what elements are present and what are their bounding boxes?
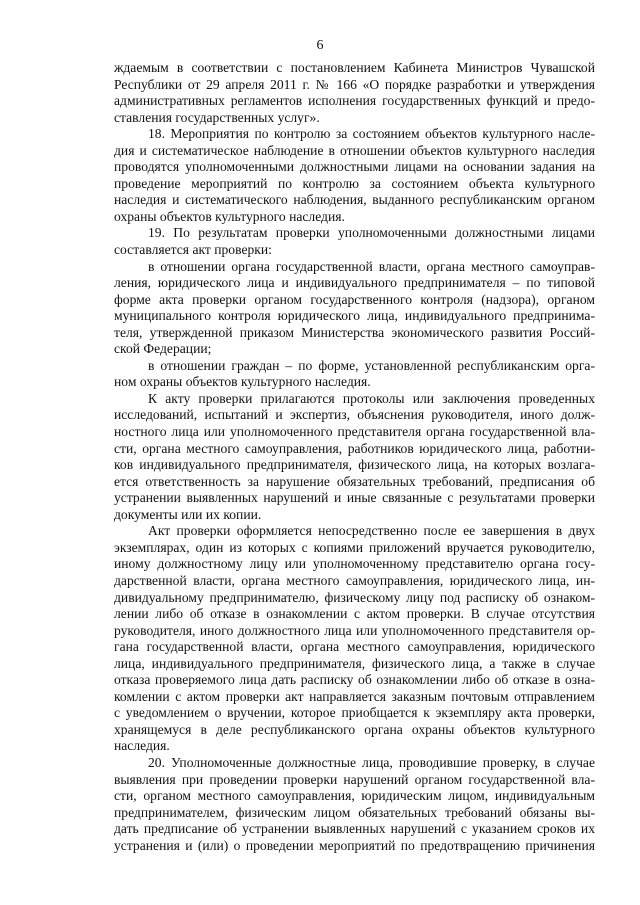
text-line: проводятся уполномоченными должностными лицами на основании задания на xyxy=(114,159,595,175)
text-line: дия и систематическое наблюдение в отношении объектов культурного наследия xyxy=(114,142,595,158)
text-line: комлении с актом проверки акт направляется заказным почтовым отправлением xyxy=(114,688,595,704)
text-line: устранения и (или) о проведении мероприятий по предотвращению причинения xyxy=(114,837,595,853)
text-line: ления, юридического лица и индивидуального предпринимателя – по типовой xyxy=(114,275,595,291)
text-line: ностного лица или уполномоченного представителя органа государственной вла- xyxy=(114,424,595,440)
text-line: дарственной власти, органа местного самоуправления, юридического лица, ин- xyxy=(114,572,595,588)
text-line: дать предписание об устранении выявленных нарушений с указанием сроков их xyxy=(114,821,595,837)
text-line: 20. Уполномоченные должностные лица, проводившие проверку, в случае xyxy=(148,754,595,770)
text-line: составляется акт проверки: xyxy=(114,242,272,258)
text-line: сти, органом местного самоуправления, юридическим лицом, индивидуальным xyxy=(114,788,595,804)
text-line: иному должностному лицу или уполномоченному представителю органа госу- xyxy=(114,556,595,572)
text-line: ется ответственность за нарушение обязательных требований, предписания об xyxy=(114,473,595,489)
text-line: административных регламентов исполнения государственных функций и предо- xyxy=(114,93,595,109)
text-line: ждаемым в соответствии с постановлением Кабинета Министров Чувашской xyxy=(114,60,595,75)
text-line: Республики от 29 апреля 2011 г. № 166 «О порядке разработки и утверждения xyxy=(114,76,595,92)
text-line: дивидуальному предпринимателю, физическому лицу под расписку об ознаком- xyxy=(114,589,595,605)
text-line: наследия и систематического наблюдения, выданного республиканским органом xyxy=(114,192,595,208)
text-line: теля, утвержденной приказом Министерства экономического развития Россий- xyxy=(114,324,595,340)
text-line: с уведомлением о вручении, которое приобщается к экземпляру акта проверки, xyxy=(114,705,595,721)
text-line: выявления при проведении проверки нарушений органом государственной вла- xyxy=(114,771,595,787)
text-line: 19. По результатам проверки уполномоченными должностными лицами xyxy=(148,225,595,241)
text-line: 18. Мероприятия по контролю за состоянием объектов культурного насле- xyxy=(148,126,595,142)
text-line: лении либо об отказе в ознакомлении с актом проверки. В случае отсутствия xyxy=(114,606,595,622)
text-line: сти, органа местного самоуправления, работников юридического лица, работни- xyxy=(114,440,595,456)
text-line: хранящемуся в деле республиканского органа охраны объектов культурного xyxy=(114,721,595,737)
text-line: отказа проверяемого лица дать расписку об ознакомлении либо об отказе в озна- xyxy=(114,672,595,688)
text-line: К акту проверки прилагаются протоколы или заключения проведенных xyxy=(148,390,595,406)
text-line: предпринимателем, физическим лицом обязательных требований обязаны вы- xyxy=(114,804,595,820)
text-line: ном охраны объектов культурного наследия. xyxy=(114,374,371,390)
document-body xyxy=(114,60,595,854)
text-line: исследований, испытаний и экспертиз, объяснения руководителя, иного долж- xyxy=(114,407,595,423)
text-line: охраны объектов культурного наследия. xyxy=(114,208,345,224)
text-line: документы или их копии. xyxy=(114,506,262,522)
text-line: ков индивидуального предпринимателя, физического лица, на которых возлага- xyxy=(114,457,595,473)
text-line: лица, индивидуального предпринимателя, физического лица, а также в случае xyxy=(114,655,595,671)
text-line: гана государственной власти, органа местного самоуправления, юридического xyxy=(114,639,595,655)
text-line: экземплярах, один из которых с копиями приложений вручается руководителю, xyxy=(114,539,595,555)
text-line: проведение мероприятий по контролю за состоянием объекта культурного xyxy=(114,175,595,191)
text-line: ставления государственных услуг». xyxy=(114,109,320,125)
text-line: наследия. xyxy=(114,738,170,754)
text-line: в отношении органа государственной власти, органа местного самоуправ- xyxy=(148,258,595,274)
text-line: Акт проверки оформляется непосредственно после ее завершения в двух xyxy=(148,523,595,539)
text-line: в отношении граждан – по форме, установленной республиканским орга- xyxy=(148,357,595,373)
text-line: муниципального контроля юридического лица, индивидуального предпринима- xyxy=(114,308,595,324)
text-line: форме акта проверки органом государственного контроля (надзора), органом xyxy=(114,291,595,307)
text-line: ской Федерации; xyxy=(114,341,212,357)
text-line: руководителя, иного должностного лица или уполномоченного представителя ор- xyxy=(114,622,595,638)
page-number: 6 xyxy=(316,38,324,53)
text-line: устранении выявленных нарушений и иные связанные с результатами проверки xyxy=(114,490,595,506)
